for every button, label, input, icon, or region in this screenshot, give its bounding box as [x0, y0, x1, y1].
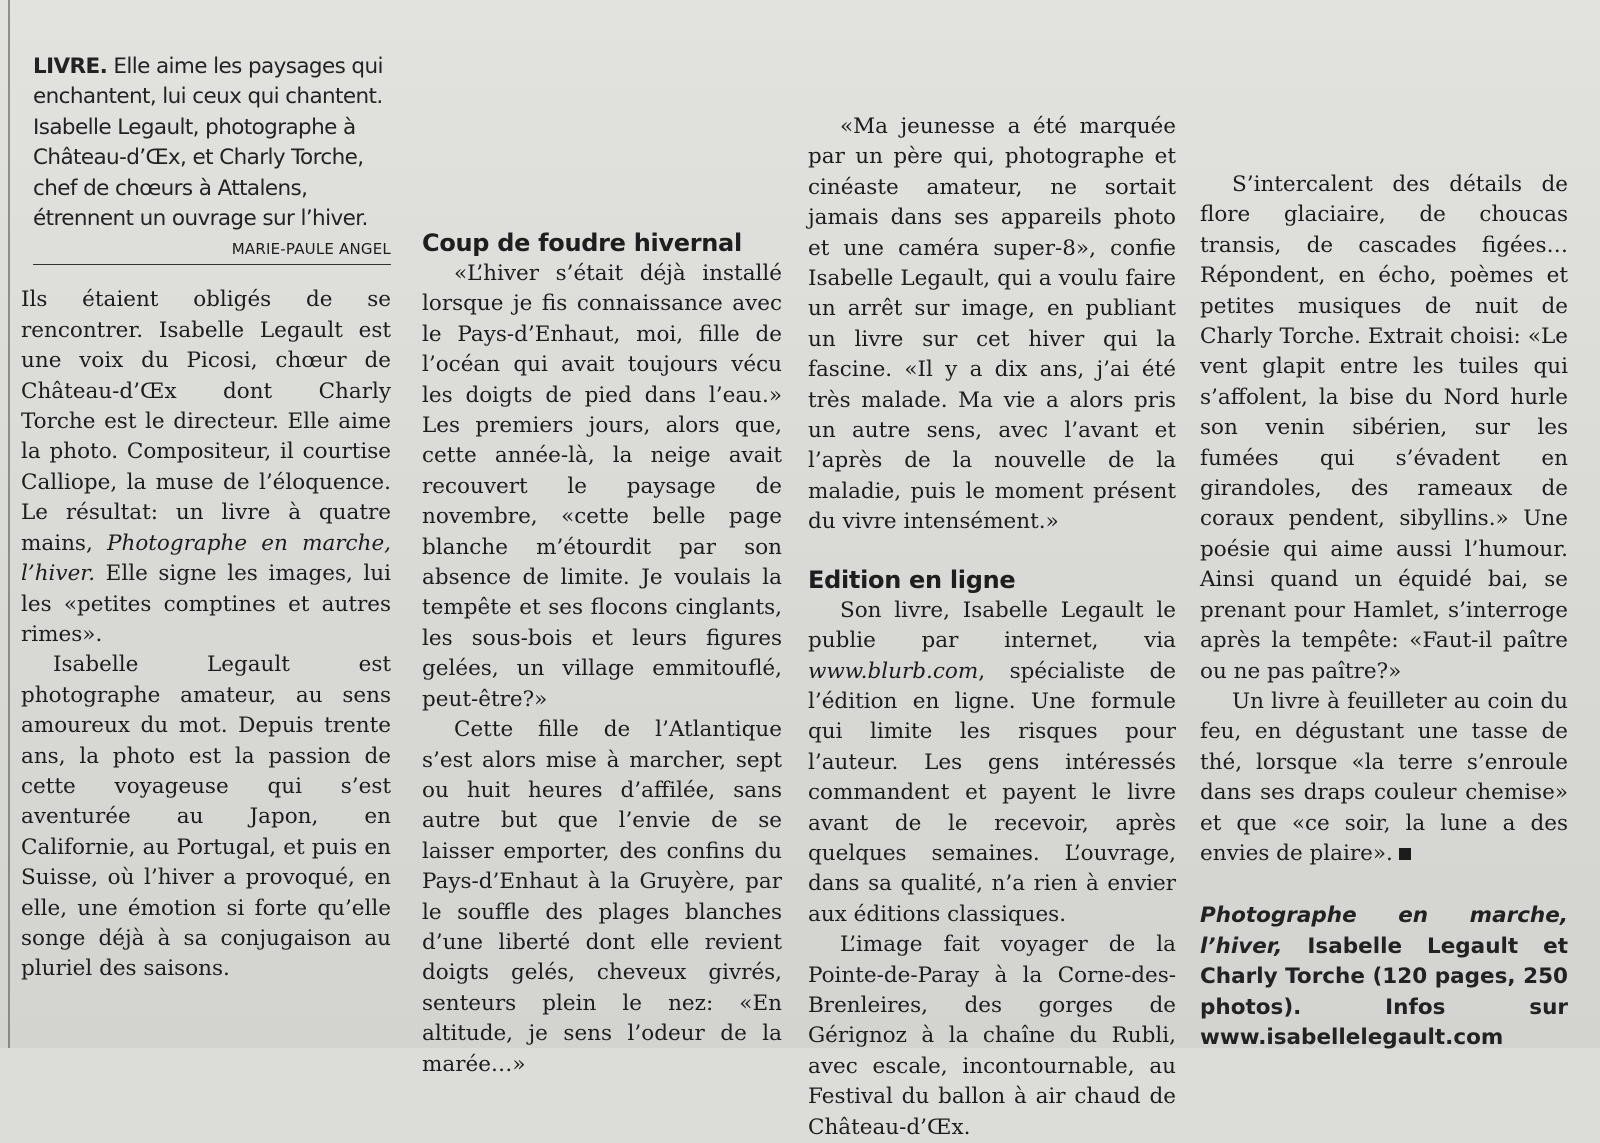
col4-paragraph-2: Un livre à feuilleter au coin du feu, en dégustant une tasse de thé, lorsque «la terre s’enroule dans ses draps couleur chemise» et que «ce soir, la lune a des envies de plaire». — [1200, 688, 1568, 866]
book-info — [1200, 901, 1568, 1053]
col2-paragraph-1: «L’hiver s’était déjà installé lorsque je fis connaissance avec le Pays-d’Enhaut, moi, fille de l’océan qui avait toujours vécu les doigts de pied dans l’eau.» Les premiers jours, alors que, cette année-là, la neige avait recouvert le paysage de novembre, «cette belle page blanche m’étourdit par son absence de limite. Je voulais la tempête et ses flocons cinglants, les sous-bois et leurs figures gelées, un village emmitouflé, peut-être?» — [422, 261, 782, 712]
info-text: Isabelle Legault et Charly Torche (120 pages, 250 photos). Infos sur — [1200, 933, 1568, 1020]
website-link[interactable]: www.isabellelegault.com — [1200, 1024, 1504, 1050]
heading-coup-de-foudre: Coup de foudre hivernal — [422, 229, 742, 257]
col1-paragraph-1: Ils étaient obligés de se rencontrer. Isabelle Legault est une voix du Picosi, chœur de Château-d’Œx dont Charly Torche est le directeur. Elle aime la photo. Compositeur, il courtise Calliope, la muse de l’éloquence. Le résultat: un livre à quatre mains, Photographe en marche, l’hiver. Elle signe les images, lui les «petites comptines et autres rimes». — [21, 287, 392, 647]
col3-paragraph-1: «Ma jeunesse a été marquée par un père qui, photographe et cinéaste amateur, ne sortait jamais dans ses appareils photo et une caméra super-8», confie Isabelle Legault, qui a voulu faire un arrêt sur image, en publiant un livre sur cet hiver qui la fascine. «Il y a dix ans, j’ai été très malade. Ma vie a alors pris un autre sens, avec l’avant et l’après de la nouvelle de la maladie, puis le moment présent du vivre intensément.» — [808, 114, 1176, 535]
page-edge-shadow — [8, 0, 10, 1048]
heading-edition-en-ligne: Edition en ligne — [808, 565, 1016, 594]
end-square-icon — [1399, 848, 1411, 860]
book-title: Photographe en marche, l’hiver. — [21, 530, 392, 587]
blurb-link[interactable]: www.blurb.com — [808, 658, 979, 684]
info-title: Photographe en marche, l’hiver, — [1200, 903, 1568, 959]
column-1 — [21, 52, 392, 985]
col4-paragraph-1: S’intercalent des détails de flore glaciaire, de choucas transis, de cascades figées… Répondent, en écho, poèmes et petites musiques de nuit de Charly Torche. Extrait choisi: «Le vent glapit entre les tuiles qui s’affolent, la bise du Nord hurle son venin sibérien, sur les fumées qui s’évadent en girandoles, des rameaux de coraux pendent, sibyllins.» Une poésie qui aime aussi l’humour. Ainsi quand un équidé bai, se prenant pour Hamlet, s’interroge après la tempête: «Faut-il paître ou ne pas paître?» — [1200, 172, 1568, 684]
lead-text: Elle aime les paysages qui enchantent, lui ceux qui chantent. Isabelle Legault, photographe à Château-d’Œx, et Charly Torche, chef de chœurs à Attalens, étrennent un ouvrage sur l’hiver. — [33, 54, 383, 232]
col2-paragraph-2: Cette fille de l’Atlantique s’est alors mise à marcher, sept ou huit heures d’affilée, sans autre but que l’envie de se laisser emporter, des confins du Pays-d’Enhaut à la Gruyère, par le souffle des plages blanches d’une liberté dont elle revient doigts gelés, cheveux givrés, senteurs plein le nez: «En altitude, je sens l’odeur de la marée…» — [422, 717, 782, 1077]
byline: MARIE-PAULE ANGEL — [33, 240, 391, 265]
col3-paragraph-3: L’image fait voyager de la Pointe-de-Paray à la Corne-des-Brenleires, des gorges de Gérignoz à la chaîne du Rubli, avec escale, incontournable, au Festival du ballon à air chaud de Château-d’Œx. — [808, 932, 1176, 1140]
col3-paragraph-2: Son livre, Isabelle Legault le publie par internet, via www.blurb.com, spécialiste de l’édition en ligne. Une formule qui limite les risques pour l’auteur. Les gens intéressés commandent et payent le livre avant de le recevoir, après quelques semaines. L’ouvrage, dans sa qualité, n’a rien à envier aux éditions classiques. — [808, 597, 1176, 927]
lead-paragraph — [33, 52, 391, 234]
column-3 — [808, 112, 1176, 1143]
column-2 — [422, 227, 782, 1080]
lead-kicker: LIVRE. — [33, 54, 108, 79]
col1-paragraph-2: Isabelle Legault est photographe amateur, au sens amoureux du mot. Depuis trente ans, la photo est la passion de cette voyageuse qui s’est aventurée au Japon, en Californie, au Portugal, et puis en Suisse, où l’hiver a provoqué, en elle, une émotion si forte qu’elle songe déjà à sa conjugaison au pluriel des saisons. — [21, 652, 391, 982]
column-4 — [1200, 170, 1568, 1053]
